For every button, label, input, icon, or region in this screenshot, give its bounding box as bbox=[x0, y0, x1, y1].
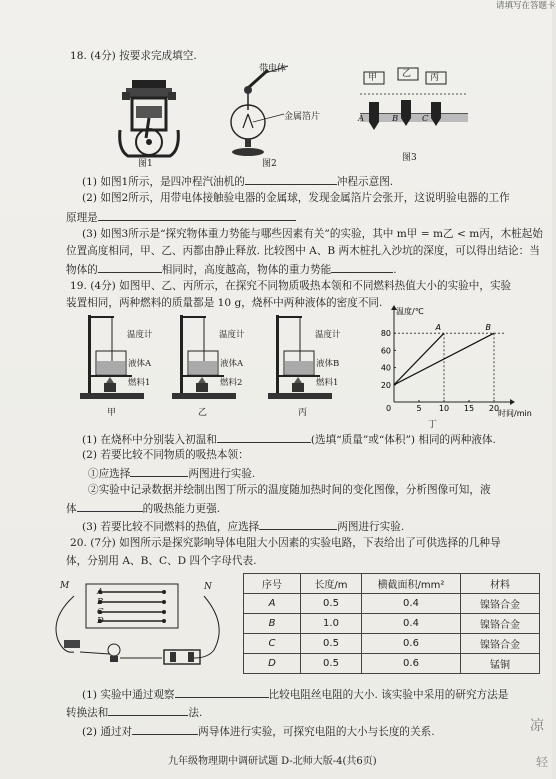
fig3-stake-a: A bbox=[358, 114, 365, 124]
q19-p2: (2) 若要比较不同物质的吸热本领： bbox=[82, 449, 249, 461]
cell-index: B bbox=[244, 614, 301, 634]
q20-p2 bbox=[82, 724, 435, 739]
cell-material: 镍铬合金 bbox=[461, 614, 540, 634]
q18-p3-line3 bbox=[66, 262, 397, 277]
q20-p1-text-a: (1) 实验中通过观察 bbox=[82, 689, 175, 701]
q18-p2: (2) 如图2所示，用带电体接触验电器的金属球，发现金属箔片会张开，这说明验电器的工作 bbox=[82, 192, 510, 204]
cell-length: 0.5 bbox=[301, 654, 362, 674]
cell-material: 镍铬合金 bbox=[461, 594, 540, 614]
q18-title: 18. (4分) 按要求完成填空. bbox=[70, 50, 197, 62]
q19-p2-1-text-a: ①应选择 bbox=[88, 468, 131, 480]
q18-p2-text-b: 原理是 bbox=[66, 212, 98, 224]
figure-2-caption: 图2 bbox=[262, 159, 277, 169]
cell-area: 0.4 bbox=[362, 614, 461, 634]
cell-index: D bbox=[244, 654, 301, 674]
q20-p1 bbox=[82, 687, 508, 702]
series-label-B: B bbox=[485, 323, 491, 333]
caption-jia: 甲 bbox=[107, 408, 117, 418]
q19-p1-text-a: (1) 在烧杯中分别装入初温和 bbox=[82, 434, 217, 446]
q20-intro-2: 体，分别用 A、B、C、D 四个字母代表. bbox=[66, 555, 257, 567]
fig3-stake-c: C bbox=[422, 114, 429, 124]
x-tick-label: 20 bbox=[488, 404, 500, 413]
table-header-row bbox=[244, 574, 540, 594]
q20-intro-1: 20. (7分) 如图所示是探究影响导体电阻大小因素的实验电路，下表给出了可供选择的几种导 bbox=[70, 537, 501, 549]
yi-label-thermometer: 温度计 bbox=[219, 330, 245, 340]
fig3-box-bing: 丙 bbox=[430, 73, 440, 83]
figure-1-engine bbox=[118, 80, 180, 158]
y-axis-label: 温度/℃ bbox=[396, 307, 424, 316]
cell-area: 0.4 bbox=[362, 594, 461, 614]
q18-p3-text-c2: 相同时，高度越高，物体的重力势能 bbox=[161, 264, 332, 276]
caption-ding: 丁 bbox=[428, 420, 438, 430]
q20-p1-text-c: 转换法和 bbox=[66, 707, 109, 719]
q18-p3: (3) 如图3所示是“探究物体重力势能与哪些因素有关”的实验，其中 m甲 = m乙 < m丙，木桩起始 bbox=[82, 228, 543, 240]
q18-blank-1[interactable] bbox=[245, 174, 337, 185]
caption-yi: 乙 bbox=[198, 408, 208, 418]
cell-material: 镍铬合金 bbox=[461, 634, 540, 654]
q20-blank-1[interactable] bbox=[175, 687, 269, 698]
fig3-box-jia: 甲 bbox=[368, 73, 378, 83]
circuit-label-n: N bbox=[204, 582, 212, 592]
q20-p2-text-b: 两导体进行实验，可探究电阻的大小与长度的关系. bbox=[198, 726, 435, 738]
x-axis-label: 时间/min bbox=[498, 409, 532, 418]
figure-2-electroscope bbox=[228, 62, 321, 158]
cell-index: A bbox=[244, 594, 301, 614]
series-line-A bbox=[394, 333, 444, 385]
jia-label-liquid: 液体A bbox=[128, 359, 152, 369]
q18-blank-3[interactable] bbox=[98, 262, 162, 273]
circuit-wire-d: D bbox=[97, 616, 104, 626]
y-tick-label: 60 bbox=[380, 346, 391, 356]
x-tick-label: 10 bbox=[438, 404, 450, 413]
q20-blank-3[interactable] bbox=[132, 724, 198, 735]
cell-length: 0.5 bbox=[301, 594, 362, 614]
cell-index: C bbox=[244, 634, 301, 654]
q20-blank-2[interactable] bbox=[108, 705, 188, 716]
figure-1-caption: 图1 bbox=[138, 159, 153, 169]
cell-length: 0.5 bbox=[301, 634, 362, 654]
fig3-box-yi: 乙 bbox=[402, 69, 412, 79]
th-material: 材料 bbox=[461, 574, 540, 594]
q19-blank-4[interactable] bbox=[259, 519, 337, 530]
caption-bing: 丙 bbox=[298, 408, 308, 418]
x-axis-arrow bbox=[510, 399, 515, 405]
q19-p2-1-text-b: 两图进行实验. bbox=[188, 468, 256, 480]
th-index: 序号 bbox=[244, 574, 301, 594]
page-footer: 九年级物理期中调研试题 D-北师大版-4(共6页) bbox=[168, 756, 377, 767]
q18-p1-text-a: (1) 如图1所示，是四冲程汽油机的 bbox=[82, 176, 245, 188]
cell-length: 1.0 bbox=[301, 614, 362, 634]
q18-p1 bbox=[82, 174, 393, 189]
side-char-2: 轻 bbox=[536, 755, 549, 769]
q19-p2-2-text-b: 体 bbox=[66, 503, 77, 515]
fig2-label-foil: 金属箔片 bbox=[284, 112, 321, 122]
temperature-time-chart bbox=[370, 306, 532, 418]
table-row bbox=[244, 594, 540, 614]
q18-p2-cont bbox=[66, 210, 296, 225]
q20-p1-text-b: 比较电阻丝电阻的大小. 该实验中采用的研究方法是 bbox=[268, 689, 509, 701]
q19-blank-2[interactable] bbox=[130, 466, 188, 477]
q20-p1-cont bbox=[66, 705, 202, 720]
jia-label-fuel: 燃料1 bbox=[128, 378, 151, 388]
origin-label: 0 bbox=[386, 404, 392, 413]
q20-p2-text-a: (2) 通过对 bbox=[82, 726, 133, 738]
q19-intro-2: 装置相同，两种燃料的质量都是 10 g，烧杯中两种液体的密度不同. bbox=[66, 297, 383, 309]
corner-header: 请填写在答题卡 bbox=[496, 1, 556, 11]
q19-p2-1 bbox=[88, 466, 255, 481]
conductor-table bbox=[243, 573, 540, 674]
q19-p2-2: ②实验中记录数据并绘制出图丁所示的温度随加热时间的变化图像，分析图像可知，液 bbox=[88, 484, 491, 496]
q19-blank-3[interactable] bbox=[77, 501, 143, 512]
table-row bbox=[244, 614, 540, 634]
yi-label-fuel: 燃料2 bbox=[220, 378, 243, 388]
bing-label-fuel: 燃料1 bbox=[316, 378, 339, 388]
q19-p3-text-b: 两图进行实验. bbox=[337, 521, 405, 533]
fig2-label-charged-body: 带电体 bbox=[259, 64, 287, 74]
y-tick-label: 80 bbox=[380, 329, 391, 339]
x-tick-label: 5 bbox=[416, 404, 422, 413]
series-line-B bbox=[394, 333, 494, 385]
q19-blank-1[interactable] bbox=[217, 432, 311, 443]
th-area: 横截面积/mm² bbox=[362, 574, 461, 594]
y-tick-label: 40 bbox=[380, 363, 391, 373]
q19-p3-text-a: (3) 若要比较不同燃料的热值，应选择 bbox=[82, 521, 260, 533]
circuit-wire-c: C bbox=[97, 607, 104, 617]
circuit-wire-b: B bbox=[97, 597, 104, 607]
q20-p1-text-d: 法. bbox=[188, 707, 203, 719]
q18-p3-text-c1: 物体的 bbox=[66, 264, 98, 276]
q18-blank-4[interactable] bbox=[331, 262, 393, 273]
table-row bbox=[244, 634, 540, 654]
figure-3-caption: 图3 bbox=[402, 153, 417, 163]
y-tick-label: 20 bbox=[380, 380, 391, 390]
fig3-stake-b: B bbox=[392, 114, 399, 124]
q19-intro-1: 19. (4分) 如图甲、乙、丙所示，在探究不同物质吸热本领和不同燃料热值大小的实验中，实验 bbox=[70, 280, 512, 292]
q18-p1-text-b: 冲程示意图. bbox=[336, 176, 394, 188]
q19-p2-2-text-c: 的吸热能力更强. bbox=[142, 503, 221, 515]
q18-p3-text-c3: . bbox=[393, 264, 397, 276]
jia-label-thermometer: 温度计 bbox=[127, 330, 153, 340]
q18-p3-line2: 位置高度相同，甲、乙、丙都由静止释放. 比较图中 A、B 两木桩扎入沙坑的深度，可以得出结论：当 bbox=[66, 245, 540, 257]
side-char-1: 凉 bbox=[530, 718, 544, 734]
yi-label-liquid: 液体A bbox=[220, 359, 244, 369]
circuit-wire-a: A bbox=[97, 587, 104, 597]
th-length: 长度/m bbox=[301, 574, 362, 594]
bing-label-thermometer: 温度计 bbox=[315, 330, 341, 340]
x-tick-label: 15 bbox=[463, 404, 475, 413]
cell-material: 锰铜 bbox=[461, 654, 540, 674]
table-row bbox=[244, 654, 540, 674]
cell-area: 0.6 bbox=[362, 654, 461, 674]
q18-blank-2[interactable] bbox=[98, 210, 296, 221]
bing-label-liquid: 液体B bbox=[316, 359, 340, 369]
series-label-A: A bbox=[435, 323, 441, 333]
q19-p1-text-b: (选填“质量”或“体积”) 相同的两种液体. bbox=[310, 434, 496, 446]
q19-p1 bbox=[82, 432, 496, 447]
cell-area: 0.6 bbox=[362, 634, 461, 654]
q19-p2-2-cont bbox=[66, 501, 220, 516]
q19-p3 bbox=[82, 519, 404, 534]
circuit-label-m: M bbox=[60, 581, 70, 591]
